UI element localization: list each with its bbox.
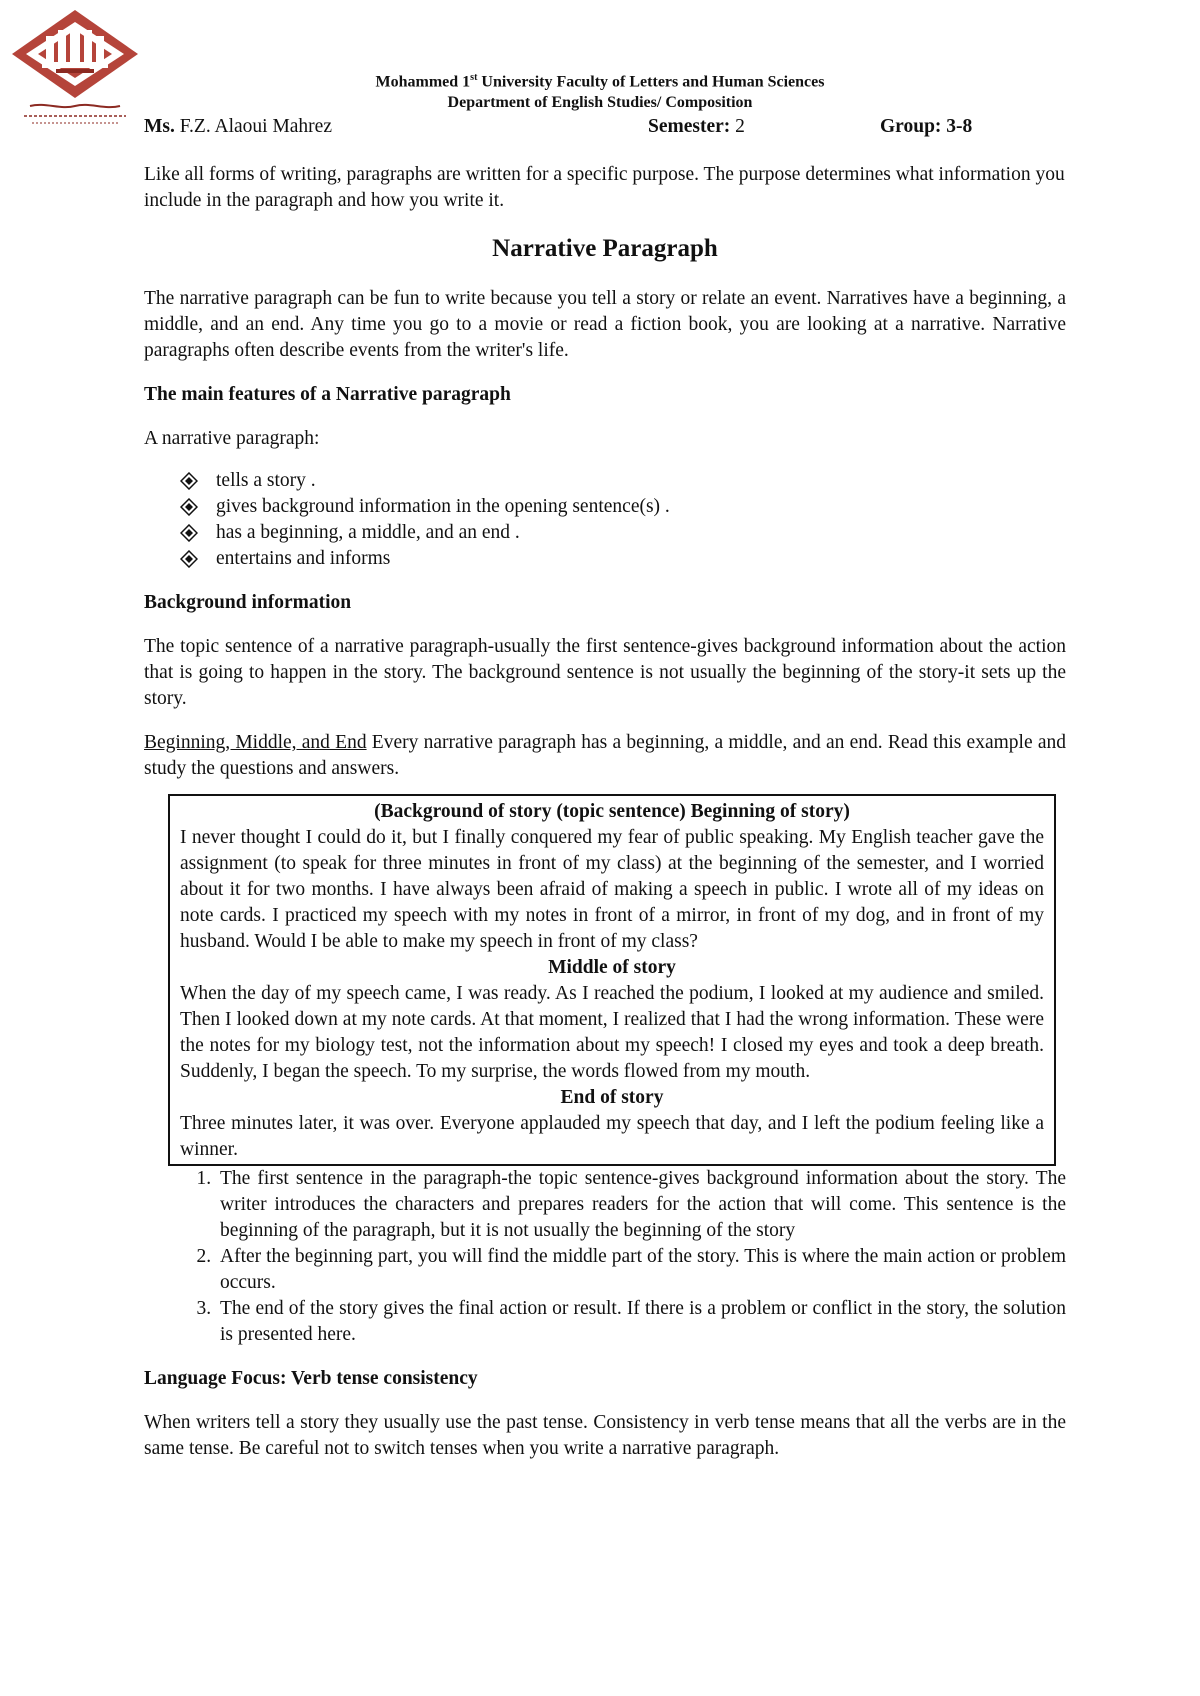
diamond-bullet-icon: [180, 472, 198, 490]
story-end-heading: End of story: [560, 1087, 664, 1108]
example-story-box: [168, 794, 1056, 1166]
features-lead: A narrative paragraph:: [144, 428, 320, 449]
teacher-name: Ms. F.Z. Alaoui Mahrez: [144, 116, 332, 137]
semester-field: Semester: 2: [648, 116, 745, 137]
story-beginning-heading: (Background of story (topic sentence) Beginning of story): [374, 801, 850, 822]
page-title: Narrative Paragraph: [492, 235, 718, 262]
institution-name: Mohammed 1st University Faculty of Letters and Human Sciences: [375, 72, 825, 91]
language-paragraph: When writers tell a story they usually use the past tense. Consistency in verb tense means that all the verbs are in the same tense. Be careful not to switch tenses when you write a narrative paragraph.: [144, 1412, 1066, 1459]
features-list: [180, 468, 1066, 572]
features-heading: The main features of a Narrative paragraph: [144, 384, 511, 405]
diamond-bullet-icon: [180, 550, 198, 568]
language-heading: Language Focus: Verb tense consistency: [144, 1368, 478, 1389]
list-item: tells a story .: [180, 468, 1066, 494]
diamond-bullet-icon: [180, 498, 198, 516]
background-heading: Background information: [144, 592, 352, 613]
department-name: Department of English Studies/ Composition: [447, 94, 753, 111]
story-middle-text: When the day of my speech came, I was ready. As I reached the podium, I looked at my audience and smiled. Then I looked down at my note cards. At that moment, I realized that I had the wrong information. These were the notes for my biology test, not the information about my speech! I closed my eyes and took a deep breath. Suddenly, I began the speech. To my surprise, the words flowed from my mouth.: [180, 983, 1044, 1082]
bme-paragraph: Beginning, Middle, and End Every narrative paragraph has a beginning, a middle, and an end. Read this example and study the questions and answers.: [144, 732, 1066, 779]
story-end-text: Three minutes later, it was over. Everyone applauded my speech that day, and I left the podium feeling like a winner.: [180, 1113, 1044, 1160]
list-item: gives background information in the opening sentence(s) .: [180, 494, 1066, 520]
diamond-bullet-icon: [180, 524, 198, 542]
list-item: has a beginning, a middle, and an end .: [180, 520, 1066, 546]
definition-paragraph: The narrative paragraph can be fun to write because you tell a story or relate an event. Narratives have a beginning, a middle, and an end. Any time you go to a movie or read a fiction book, you are looking at a narrative. Narrative paragraphs often describe events from the writer's life.: [144, 288, 1066, 361]
group-field: Group: 3-8: [880, 116, 973, 137]
bme-label: Beginning, Middle, and End: [144, 732, 367, 753]
story-beginning-text: I never thought I could do it, but I finally conquered my fear of public speaking. My English teacher gave the assignment (to speak for three minutes in front of my class) at the beginning of the semester, and I worried about it for two months. I have always been afraid of making a speech in public. I wrote all of my ideas on note cards. I practiced my speech with my notes in front of a mirror, in front of my dog, and in front of my husband. Would I be able to make my speech in front of my class?: [180, 827, 1044, 952]
notes-list: [144, 1166, 1066, 1348]
document-body: [144, 162, 1066, 1462]
background-paragraph: The topic sentence of a narrative paragraph-usually the first sentence-gives background information about the action that is going to happen in the story. The background sentence is not usually the beginning of the story-it sets up the story.: [144, 636, 1066, 709]
intro-paragraph: Like all forms of writing, paragraphs are written for a specific purpose. The purpose determines what information you include in the paragraph and how you write it.: [144, 164, 1065, 211]
story-middle-heading: Middle of story: [548, 957, 676, 978]
list-item: 2. After the beginning part, you will find the middle part of the story. This is where the main action or problem occurs.: [216, 1244, 1066, 1296]
list-item: entertains and informs: [180, 546, 1066, 572]
list-item: 1. The first sentence in the paragraph-the topic sentence-gives background information about the story. The writer introduces the characters and prepares readers for the action that will come. This sentence is the beginning of the paragraph, but it is not usually the beginning of the story: [216, 1166, 1066, 1244]
list-item: 3. The end of the story gives the final action or result. If there is a problem or conflict in the story, the solution is presented here.: [216, 1296, 1066, 1348]
